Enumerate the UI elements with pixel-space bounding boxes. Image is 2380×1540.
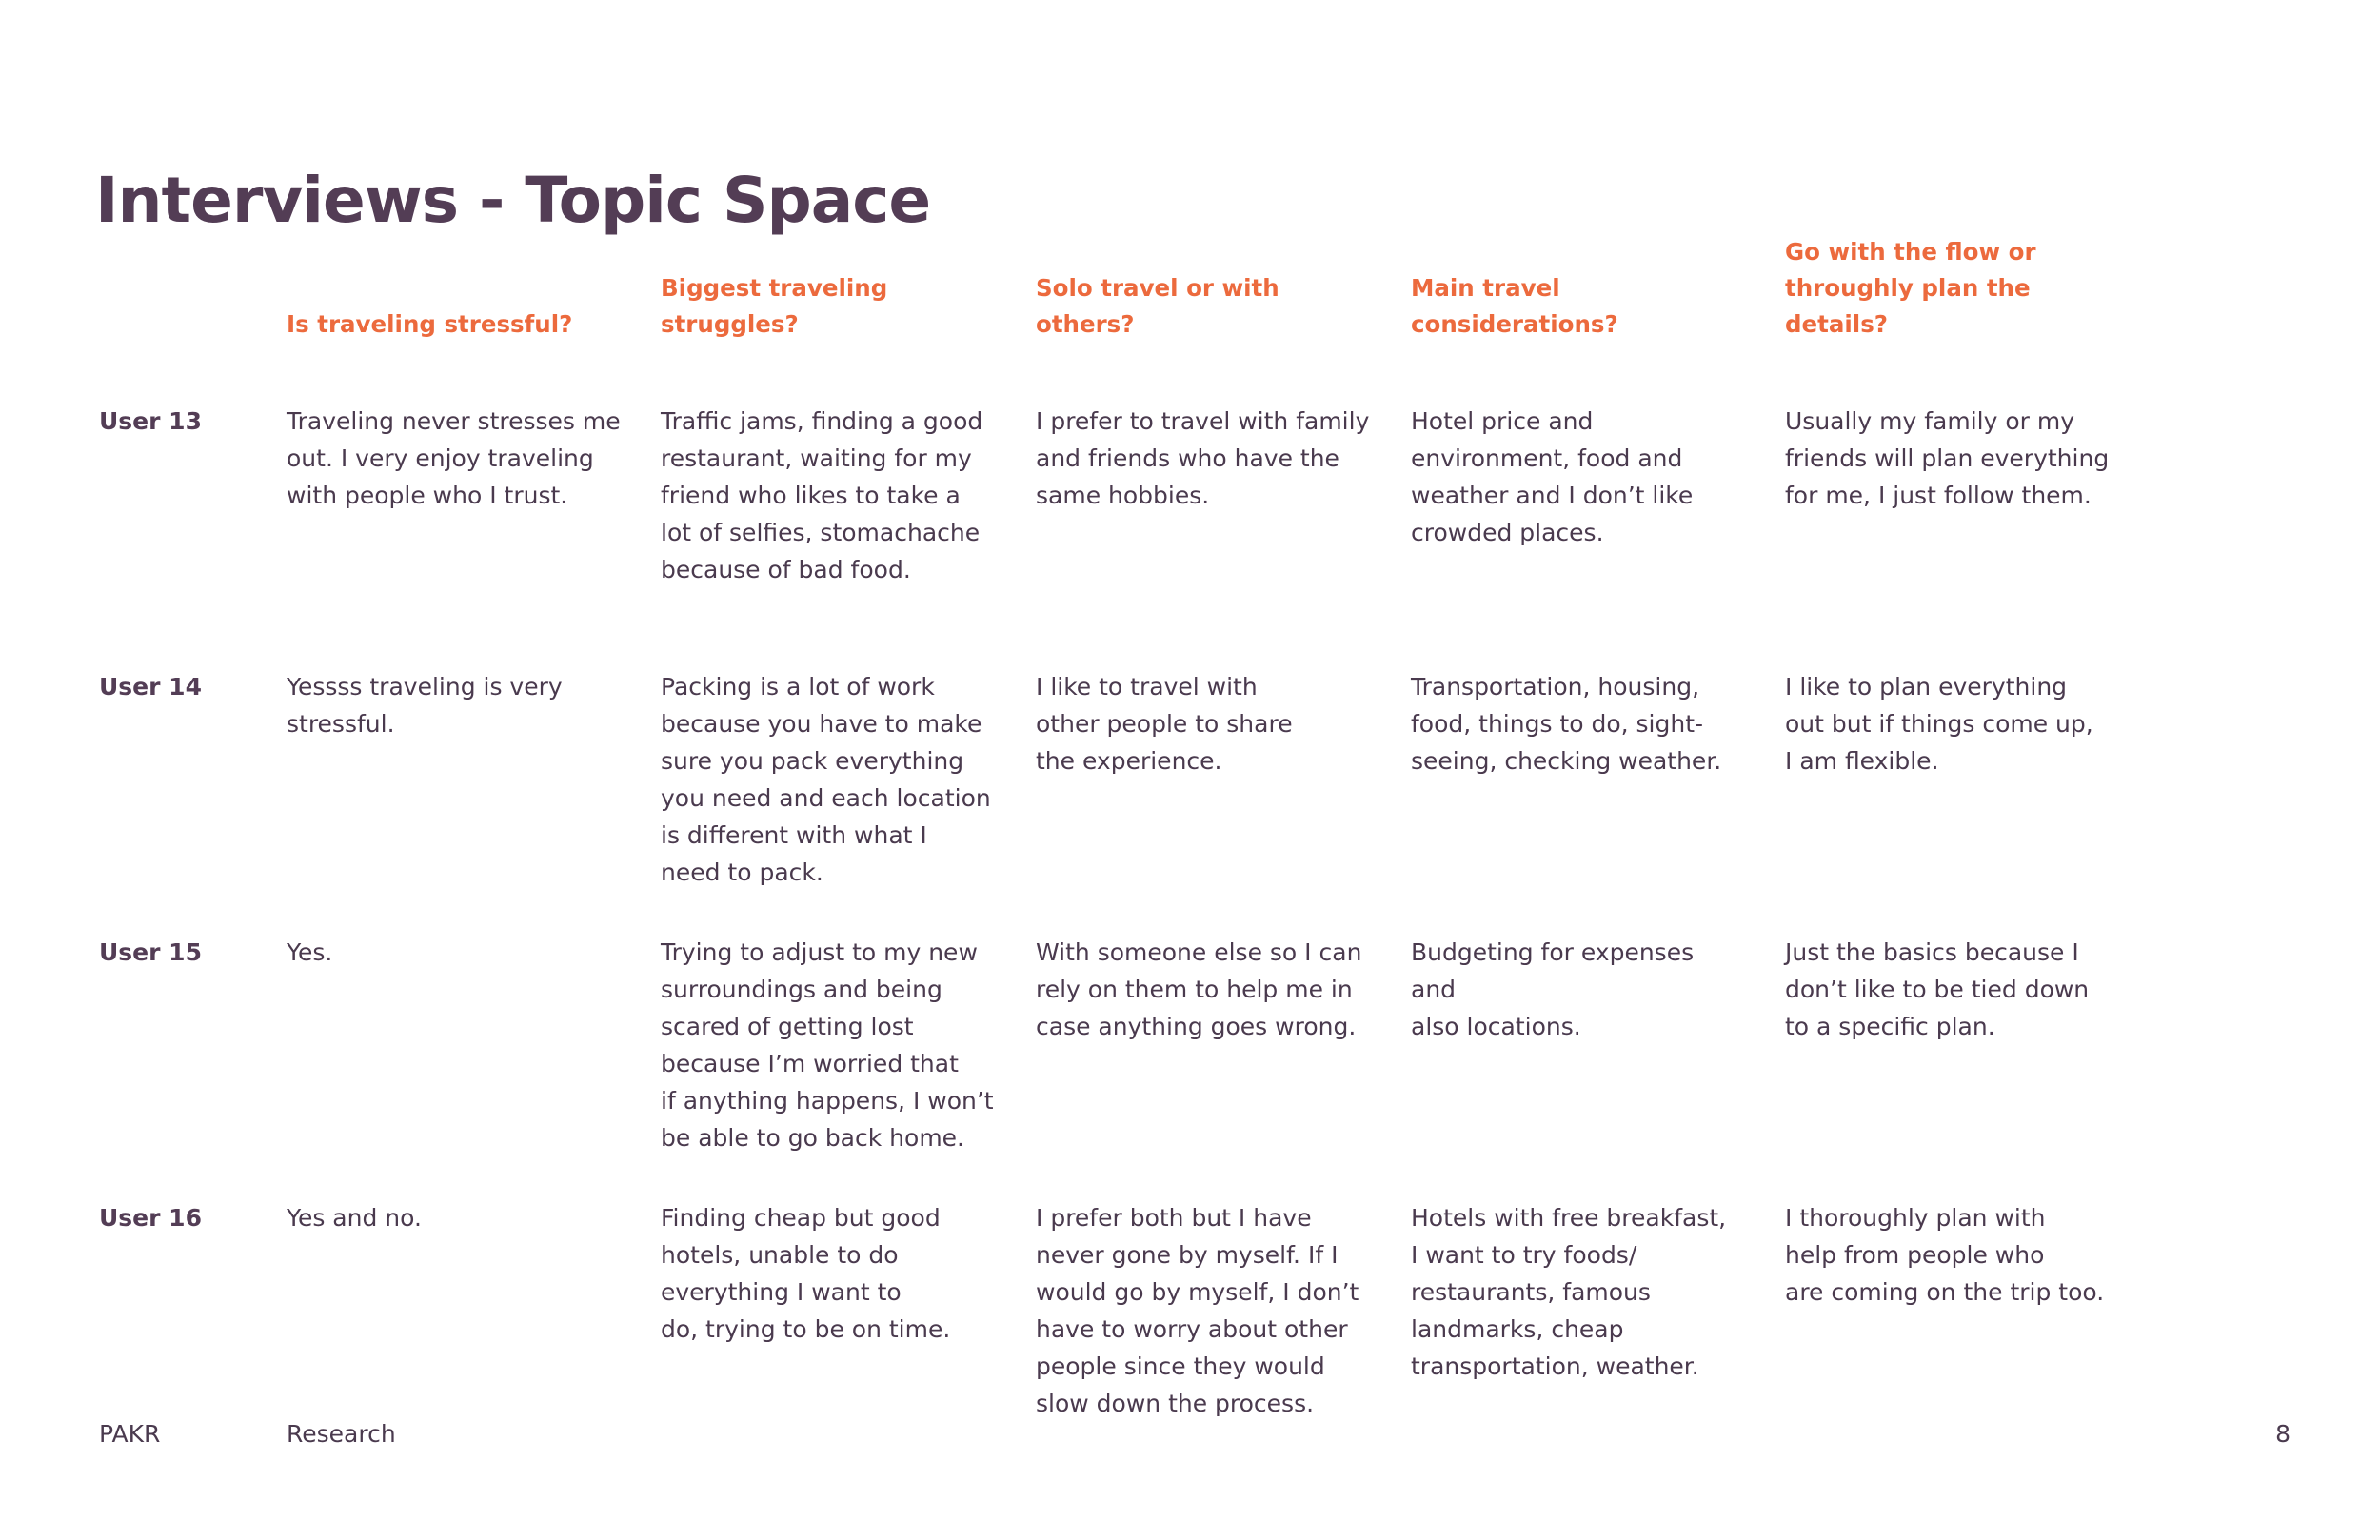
answer-cell: Yes and no. bbox=[287, 1204, 422, 1232]
column-header-solo-or-others: Solo travel or with others? bbox=[1036, 274, 1279, 338]
answer-cell: Transportation, housing, food, things to do, sight- seeing, checking weather. bbox=[1411, 673, 1722, 775]
answer-cell: Yes. bbox=[287, 938, 333, 966]
answer-cell: Finding cheap but good hotels, unable to do everything I want to do, trying to be on time. bbox=[661, 1204, 951, 1343]
column-header-considerations: Main travel considerations? bbox=[1411, 274, 1618, 338]
answer-cell: With someone else so I can rely on them to help me in case anything goes wrong. bbox=[1036, 938, 1362, 1040]
answer-cell: Packing is a lot of work because you have to make sure you pack everything you need and each location is different with what I need to pack. bbox=[661, 673, 991, 886]
row-label-user-14: User 14 bbox=[99, 673, 202, 701]
answer-cell: Hotel price and environment, food and weather and I don’t like crowded places. bbox=[1411, 407, 1694, 546]
answer-cell: Hotels with free breakfast, I want to try foods/ restaurants, famous landmarks, cheap transportation, weather. bbox=[1411, 1204, 1727, 1380]
footer-section: Research bbox=[287, 1420, 396, 1448]
column-header-planning: Go with the flow or throughly plan the details? bbox=[1785, 238, 2036, 338]
answer-cell: I like to travel with other people to share the experience. bbox=[1036, 673, 1293, 775]
row-label-user-16: User 16 bbox=[99, 1204, 202, 1232]
answer-cell: I like to plan everything out but if things come up, I am flexible. bbox=[1785, 673, 2093, 775]
page-title: Interviews - Topic Space bbox=[95, 164, 931, 237]
answer-cell: Budgeting for expenses and also locations. bbox=[1411, 938, 1695, 1040]
footer-brand: PAKR bbox=[99, 1420, 161, 1448]
row-label-user-13: User 13 bbox=[99, 407, 202, 435]
answer-cell: Trying to adjust to my new surroundings and being scared of getting lost because I’m worried that if anything happens, I won’t be able to go back home. bbox=[661, 938, 994, 1152]
column-header-struggles: Biggest traveling struggles? bbox=[661, 274, 888, 338]
answer-cell: I prefer both but I have never gone by myself. If I would go by myself, I don’t have to worry about other people since they would slow down the process. bbox=[1036, 1204, 1359, 1417]
answer-cell: Yessss traveling is very stressful. bbox=[287, 673, 563, 738]
column-header-stressful: Is traveling stressful? bbox=[287, 310, 573, 338]
row-label-user-15: User 15 bbox=[99, 938, 202, 966]
answer-cell: Just the basics because I don’t like to be tied down to a specific plan. bbox=[1785, 938, 2090, 1040]
answer-cell: Usually my family or my friends will plan everything for me, I just follow them. bbox=[1785, 407, 2110, 509]
page-number: 8 bbox=[2275, 1420, 2291, 1448]
answer-cell: I prefer to travel with family and friends who have the same hobbies. bbox=[1036, 407, 1370, 509]
answer-cell: Traveling never stresses me out. I very enjoy traveling with people who I trust. bbox=[287, 407, 621, 509]
answer-cell: Traffic jams, finding a good restaurant, waiting for my friend who likes to take a lot of selfies, stomachache because of bad food. bbox=[661, 407, 983, 583]
answer-cell: I thoroughly plan with help from people who are coming on the trip too. bbox=[1785, 1204, 2105, 1306]
